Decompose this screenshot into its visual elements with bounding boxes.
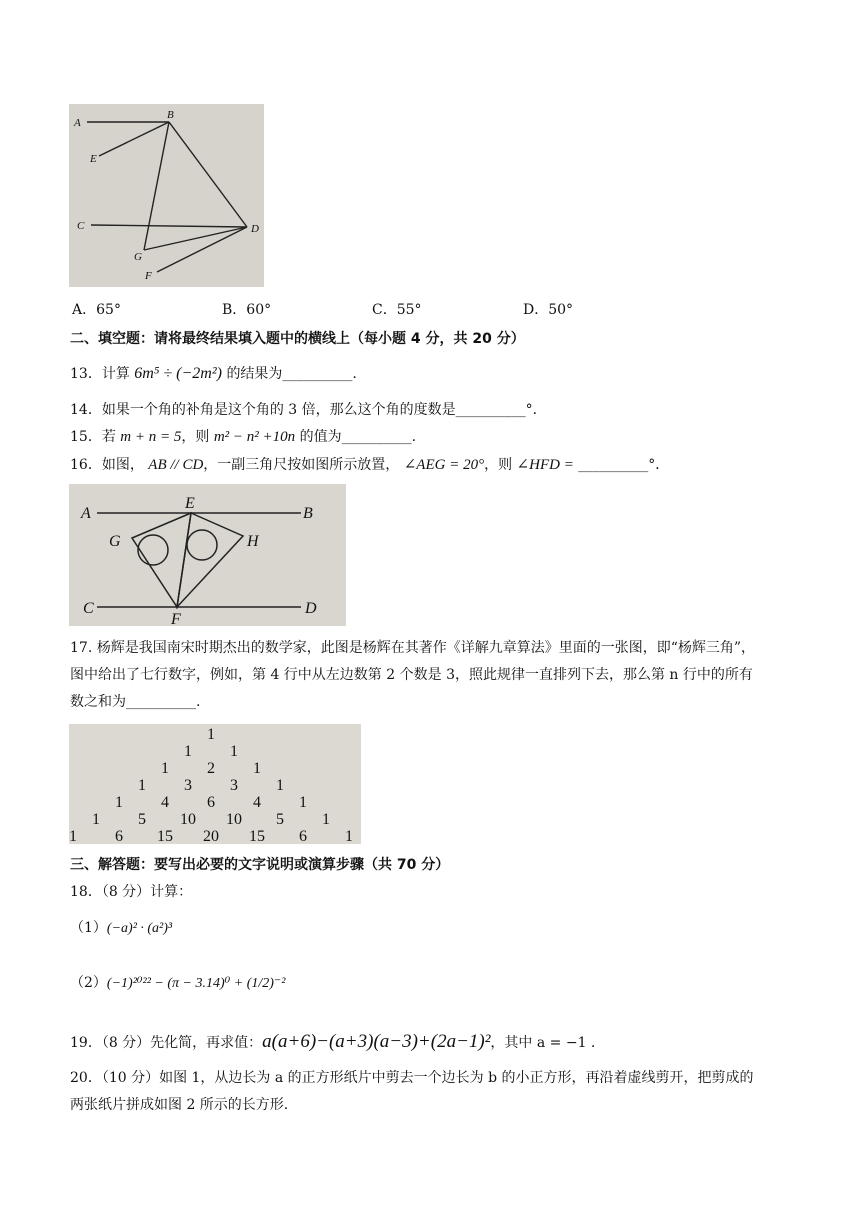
- option-letter: A．: [72, 302, 97, 318]
- label-a: A: [81, 505, 91, 522]
- option-value: 65°: [96, 302, 121, 318]
- triangle-efh: [177, 513, 243, 607]
- pascal-number: 1: [161, 760, 169, 777]
- pascal-number: 1: [276, 777, 284, 794]
- pascal-number: 15: [249, 828, 265, 844]
- label-a: A: [74, 117, 81, 129]
- pascal-number: 10: [226, 811, 242, 828]
- pascal-number: 20: [203, 828, 219, 844]
- pascal-number: 1: [322, 811, 330, 828]
- q16-pre: 如图，: [101, 457, 144, 473]
- label-c: C: [77, 220, 85, 232]
- line-bg: [144, 122, 169, 250]
- label-b: B: [167, 109, 174, 121]
- label-e: E: [185, 495, 195, 512]
- q15-mid: ，则: [181, 429, 210, 445]
- question-17-line-3: 数之和为__________.: [70, 694, 201, 710]
- option-value: 50°: [548, 302, 574, 318]
- q16-mid-2: ，则: [484, 457, 513, 473]
- label-f: F: [171, 611, 181, 626]
- label-e: E: [90, 153, 97, 165]
- label-g: G: [109, 533, 121, 550]
- q18-part-2-math: (−1)²⁰²² − (π − 3.14)⁰ + (1/2)⁻²: [106, 976, 286, 991]
- section-2-title: 二、填空题：请将最终结果填入题中的横线上（每小题 4 分，共 20 分）: [70, 331, 525, 347]
- option-value: 55°: [396, 302, 422, 318]
- figure-q12: [69, 104, 264, 287]
- line-fd: [157, 227, 247, 272]
- q18-part-1-math: (−a)² · (a²)³: [106, 921, 173, 936]
- q15-pre: 若: [101, 429, 116, 445]
- question-19: [70, 1032, 595, 1053]
- circle-right: [187, 530, 217, 560]
- pascal-number: 5: [138, 811, 146, 828]
- q13-pre: 计算: [101, 366, 130, 382]
- q16-math-2: ∠AEG = 20°: [403, 457, 485, 473]
- pascal-number: 1: [207, 726, 215, 743]
- question-17-line-2: 图中给出了七行数字，例如，第 4 行中从左边数第 2 个数是 3，照此规律一直排列下去，那么第 n 行中的所有: [70, 667, 753, 683]
- line-be: [99, 122, 169, 156]
- label-b: B: [303, 505, 313, 522]
- pascal-number: 4: [161, 794, 169, 811]
- q13-num: 13．: [70, 366, 102, 382]
- option-value: 60°: [246, 302, 272, 318]
- pascal-number: 3: [230, 777, 238, 794]
- label-g: G: [134, 251, 142, 263]
- line-gd: [144, 227, 247, 250]
- option-a: [72, 300, 121, 320]
- q16-post: __________°．: [578, 457, 670, 473]
- pascal-number: 3: [184, 777, 192, 794]
- option-d: [523, 300, 573, 320]
- pascal-number: 1: [345, 828, 353, 844]
- pascal-number: 1: [253, 760, 261, 777]
- pascal-number: 10: [180, 811, 196, 828]
- pascal-number: 1: [92, 811, 100, 828]
- option-b: [222, 300, 271, 320]
- q15-math-2: m² − n² +10n: [213, 429, 296, 445]
- circle-left: [138, 535, 168, 565]
- pascal-number: 6: [299, 828, 307, 844]
- label-h: H: [247, 533, 259, 550]
- question-14: 14．如果一个角的补角是这个角的 3 倍，那么这个角的度数是__________°．: [70, 402, 547, 418]
- option-letter: D．: [523, 302, 549, 318]
- option-c: [372, 300, 422, 320]
- q16-math-3: ∠HFD =: [516, 457, 574, 473]
- q15-post: 的值为__________.: [299, 429, 417, 445]
- option-letter: B．: [222, 302, 247, 318]
- pascal-number: 1: [115, 794, 123, 811]
- q15-math-1: m + n = 5: [120, 429, 182, 445]
- label-d: D: [251, 223, 259, 235]
- q15-num: 15．: [70, 429, 102, 445]
- option-letter: C．: [372, 302, 397, 318]
- line-bd: [169, 122, 247, 227]
- q13-post: 的结果为__________.: [226, 366, 357, 382]
- question-15: [70, 427, 416, 447]
- question-16: [70, 455, 669, 475]
- figure-pascal-triangle: [69, 724, 361, 844]
- q18-part-2-label: （2）: [70, 975, 107, 991]
- q16-mid: ，一副三角尺按如图所示放置，: [203, 457, 400, 473]
- label-d: D: [305, 600, 317, 617]
- pascal-number: 2: [207, 760, 215, 777]
- question-18-part-2: [70, 973, 286, 994]
- question-18-head: 18．（8 分）计算：: [70, 884, 193, 900]
- figure-q12-drawing: [69, 104, 264, 287]
- q19-post: ，其中 a = −1 .: [490, 1035, 596, 1051]
- label-f: F: [145, 270, 152, 282]
- q19-pre: 19．（8 分）先化简，再求值：: [70, 1035, 263, 1051]
- section-3-title: 三、解答题：要写出必要的文字说明或演算步骤（共 70 分）: [70, 857, 450, 873]
- figure-q16: [69, 484, 346, 626]
- q18-part-1-label: （1）: [70, 920, 107, 936]
- pascal-number: 6: [115, 828, 123, 844]
- question-20-line-2: 两张纸片拼成如图 2 所示的长方形.: [70, 1097, 289, 1113]
- pascal-number: 5: [276, 811, 284, 828]
- q16-num: 16．: [70, 457, 102, 473]
- pascal-number: 1: [184, 743, 192, 760]
- pascal-number: 1: [299, 794, 307, 811]
- q19-math: a(a+6)−(a+3)(a−3)+(2a−1)²: [262, 1031, 491, 1052]
- question-18-part-1: [70, 918, 172, 939]
- line-cd: [91, 225, 247, 227]
- label-c: C: [83, 600, 94, 617]
- pascal-number: 15: [157, 828, 173, 844]
- q16-math-1: AB // CD: [148, 457, 204, 473]
- question-20-line-1: 20．（10 分）如图 1，从边长为 a 的正方形纸片中剪去一个边长为 b 的小正方形，再沿着虚线剪开，把剪成的: [70, 1070, 754, 1086]
- pascal-number: 1: [138, 777, 146, 794]
- pascal-number: 6: [207, 794, 215, 811]
- question-17-line-1: 17. 杨辉是我国南宋时期杰出的数学家，此图是杨辉在其著作《详解九章算法》里面的一张图，即“杨辉三角”，: [70, 640, 756, 656]
- figure-q16-drawing: [69, 484, 346, 626]
- question-13: [70, 364, 357, 384]
- q13-math: 6m⁵ ÷ (−2m²): [134, 365, 222, 382]
- pascal-number: 4: [253, 794, 261, 811]
- pascal-number: 1: [230, 743, 238, 760]
- pascal-number: 1: [69, 828, 77, 844]
